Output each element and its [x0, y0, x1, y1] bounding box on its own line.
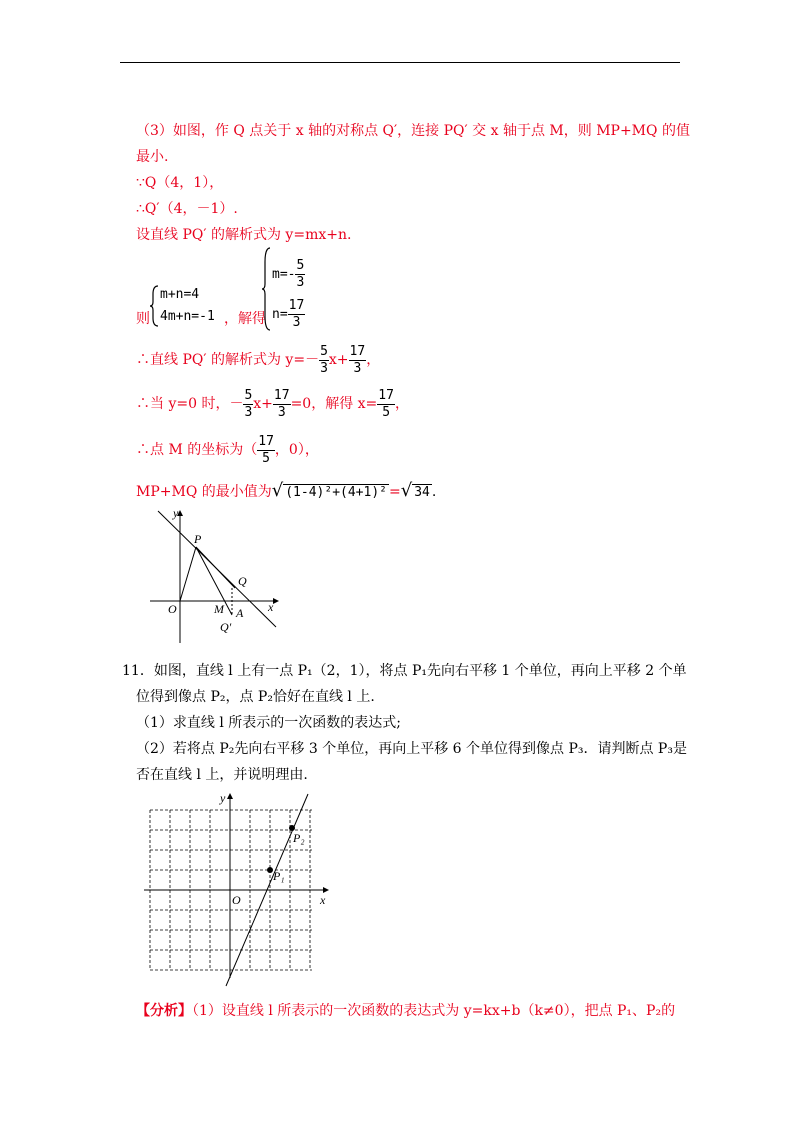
- fig1-qprime-label: Q′: [220, 620, 232, 634]
- fig1-m-label: M: [214, 602, 224, 616]
- q11-line-1: 11．如图，直线 l 上有一点 P₁（2，1），将点 P₁先向右平移 1 个单位，再向上平移 2 个单: [122, 663, 687, 679]
- then-text: 则: [136, 311, 150, 327]
- right-brace: [262, 246, 272, 332]
- line-expression: ∴直线 PQ′ 的解析式为 y=－ $\frac{5}{3}$ x+ $\frac{17}{3}$ ，: [136, 343, 381, 376]
- q11-line-4: （2）若将点 P₂先向右平移 3 个单位，再向上平移 6 个单位得到像点 P₃．请判断点 P₃是: [136, 741, 687, 757]
- system-eq-1: m+n=4: [160, 287, 200, 302]
- fig2-p2-label: P₂: [293, 831, 305, 845]
- fig1-q-label: Q: [238, 574, 247, 588]
- solution-line-4: ∴Q′（4，－1）.: [136, 201, 238, 217]
- fig2-origin-label: O: [232, 893, 241, 907]
- fig2-y-label: y: [220, 791, 226, 805]
- figure-1-diagram: [140, 505, 290, 645]
- solution-line-1: （3）如图，作 Q 点关于 x 轴的对称点 Q′，连接 PQ′ 交 x 轴于点 M，则 MP+MQ 的值: [136, 123, 690, 139]
- solution-line-3: ∵Q（4，1），: [136, 175, 224, 191]
- q11-line-2: 位得到像点 P₂，点 P₂恰好在直线 l 上.: [136, 689, 375, 705]
- fig1-origin-label: O: [168, 602, 177, 616]
- left-brace: [150, 284, 160, 328]
- fig1-a-label: A: [236, 606, 244, 620]
- min-value: MP+MQ 的最小值为√ (1-4)²+(4+1)² =√ 34 .: [136, 480, 437, 501]
- analysis-line: [136, 1002, 675, 1020]
- q11-line-3: （1）求直线 l 所表示的一次函数的表达式;: [136, 715, 402, 731]
- fig1-y-label: y: [173, 506, 179, 520]
- fig1-x-label: x: [268, 600, 274, 614]
- solve-text: ，解得: [224, 311, 266, 327]
- when-y-zero: ∴当 y=0 时，－ $\frac{5}{3}$ x+ $\frac{17}{3}$ =0，解得 x= $\frac{17}{5}$ ，: [136, 387, 409, 420]
- m-solution: m=- $\frac{5}{3}$: [272, 258, 305, 290]
- solution-line-5: 设直线 PQ′ 的解析式为 y=mx+n.: [136, 227, 352, 243]
- system-eq-2: 4m+n=-1: [160, 309, 215, 324]
- fig1-p-label: P: [194, 532, 202, 546]
- analysis-text: （1）设直线 l 所表示的一次函数的表达式为 y=kx+b（k≠0），把点 P₁、P₂的: [192, 1003, 676, 1019]
- solution-line-2: 最小.: [136, 149, 169, 165]
- n-solution: n= $\frac{17}{3}$: [272, 298, 305, 330]
- fig2-p1-label: P₁: [273, 869, 285, 883]
- header-rule: [120, 62, 680, 63]
- analysis-tag: 【分析】: [136, 1003, 192, 1019]
- q11-line-5: 否在直线 l 上，并说明理由.: [136, 767, 308, 783]
- fig2-x-label: x: [320, 893, 326, 907]
- m-coordinate: ∴点 M 的坐标为（ $\frac{17}{5}$ ，0），: [136, 433, 319, 466]
- figure-2-grid-diagram: [140, 790, 340, 990]
